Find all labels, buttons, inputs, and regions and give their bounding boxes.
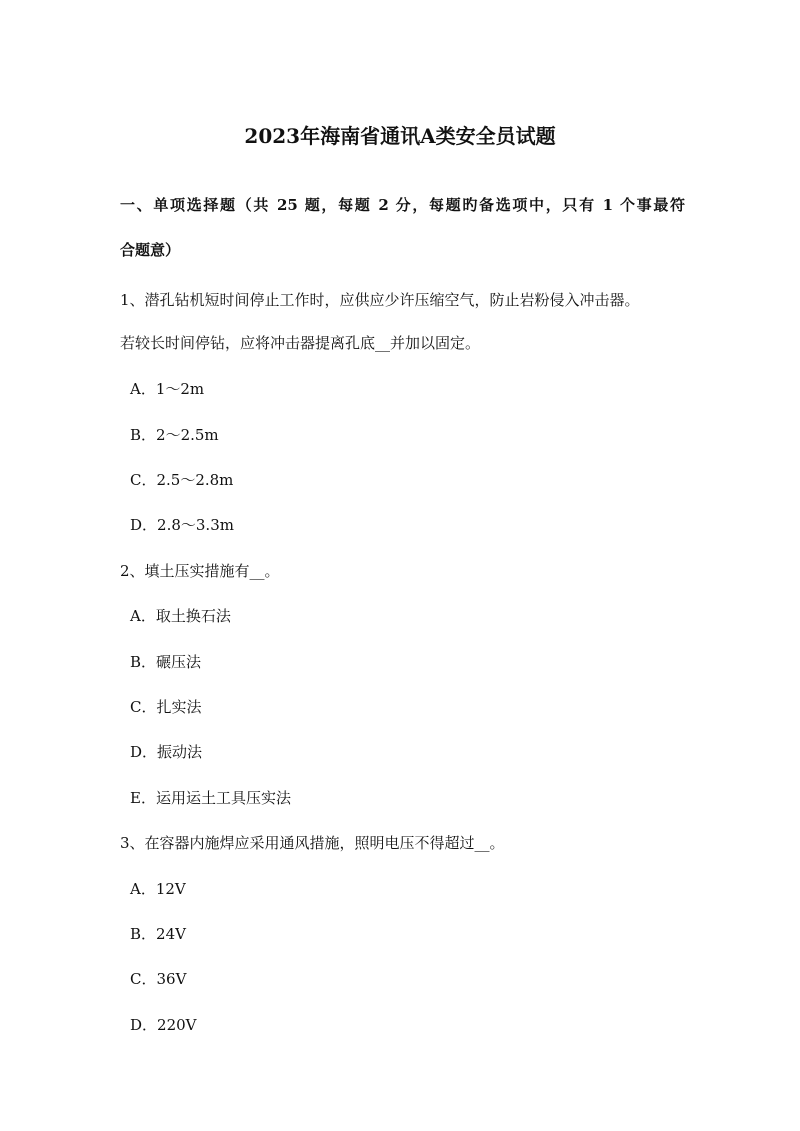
question-2-option-a: A．取土换石法	[130, 607, 231, 625]
question-3-option-a: A．12V	[130, 880, 186, 898]
question-1-option-c: C．2.5～2.8m	[130, 471, 234, 489]
question-2-option-b: B．碾压法	[130, 653, 202, 671]
question-1-option-d: D．2.8～3.3m	[130, 516, 234, 534]
question-3-option-c: C．36V	[130, 970, 187, 988]
question-3-option-d: D．220V	[130, 1016, 197, 1034]
question-1-line-2: 若较长时间停钻，应将冲击器提离孔底__并加以固定。	[120, 334, 481, 352]
question-3-line-1: 3、在容器内施焊应采用通风措施，照明电压不得超过__。	[120, 834, 505, 852]
question-1-option-a: A．1～2m	[130, 380, 205, 398]
document-title: 2023年海南省通讯A类安全员试题	[244, 124, 556, 148]
question-2-line-1: 2、填土压实措施有__。	[120, 562, 280, 580]
question-1-option-b: B．2～2.5m	[130, 426, 219, 444]
question-3-option-b: B．24V	[130, 925, 186, 943]
question-1-line-1: 1、潜孔钻机短时间停止工作时，应供应少许压缩空气，防止岩粉侵入冲击器。	[120, 291, 640, 309]
question-2-option-e: E．运用运土工具压实法	[130, 789, 291, 807]
section-header-line-2: 合题意）	[120, 241, 181, 259]
question-2-option-c: C．扎实法	[130, 698, 202, 716]
question-2-option-d: D．振动法	[130, 743, 203, 761]
section-header-line-1: 一、单项选择题（共 25 题，每题 2 分，每题旳备选项中，只有 1 个事最符	[120, 196, 685, 214]
